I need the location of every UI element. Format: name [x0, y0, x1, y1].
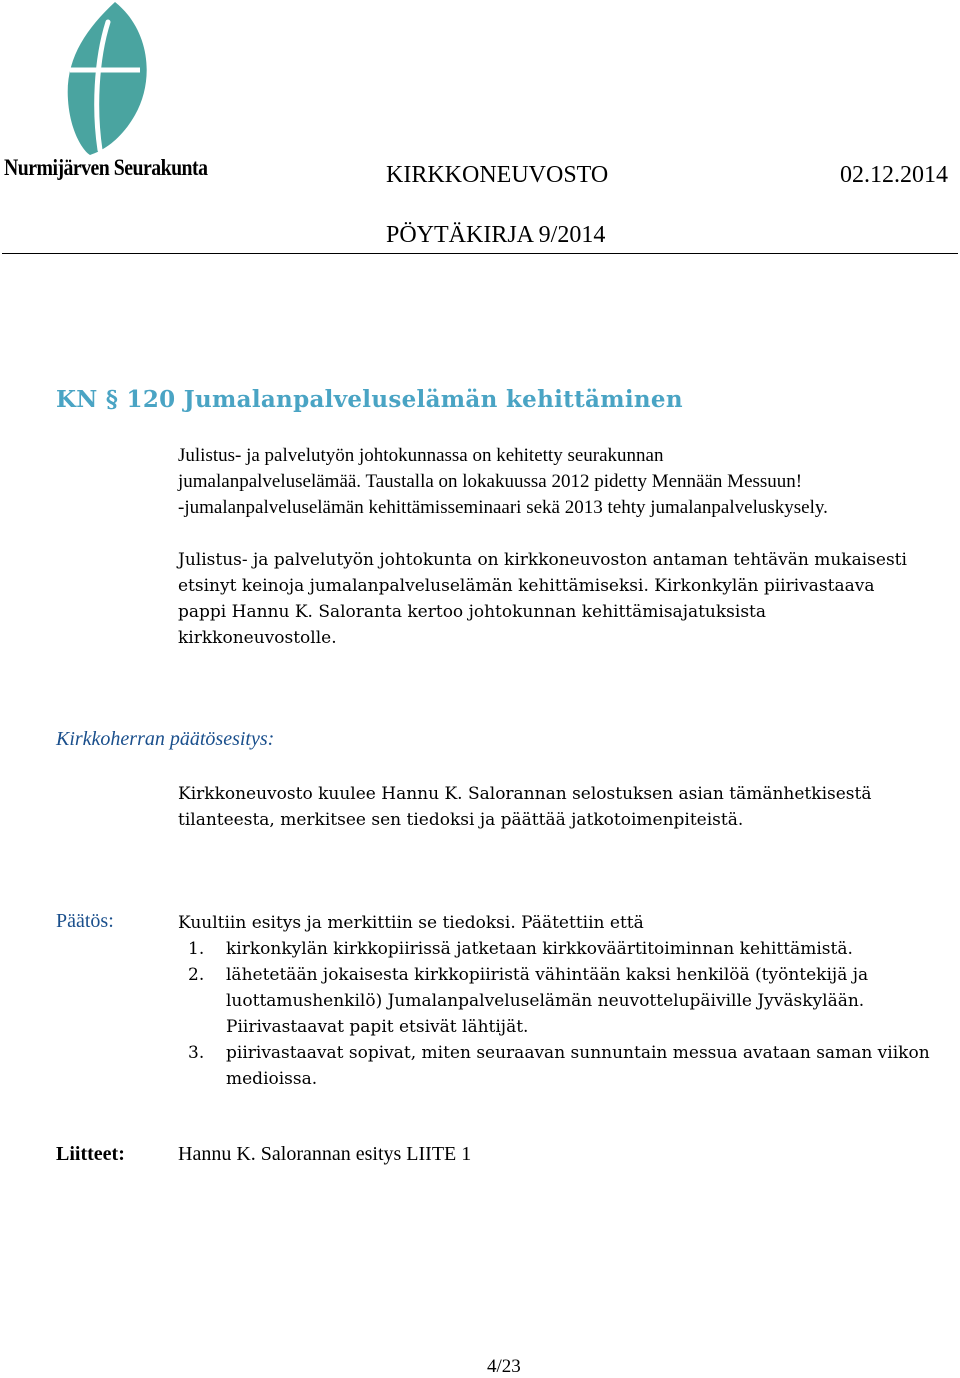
proposal-label: Kirkkoherran päätösesitys:: [56, 728, 275, 750]
intro-line: Julistus- ja palvelutyön johtokunnassa on kehitetty seurakunnan: [178, 445, 664, 466]
paragraph-line: pappi Hannu K. Saloranta kertoo johtokunnan kehittämisajatuksista: [178, 602, 767, 622]
decision-intro: Kuultiin esitys ja merkittiin se tiedoksi. Päätettiin että: [178, 913, 644, 933]
attachments-text: Hannu K. Salorannan esitys LIITE 1: [178, 1143, 472, 1165]
decision-item-line: piirivastaavat sopivat, miten seuraavan sunnuntain messua avataan saman viikon: [226, 1043, 930, 1063]
background-paragraph: [178, 547, 907, 651]
attachments-label: Liitteet:: [56, 1143, 125, 1165]
decision-item-line: Piirivastaavat papit etsivät lähtijät.: [226, 1017, 529, 1037]
page-number: 4/23: [487, 1356, 521, 1377]
minutes-number: PÖYTÄKIRJA 9/2014: [386, 222, 606, 248]
header-divider: [2, 253, 958, 254]
meeting-date: 02.12.2014: [840, 162, 948, 188]
paragraph-line: etsinyt keinoja jumalanpalveluselämän kehittämiseksi. Kirkonkylän piirivastaava: [178, 576, 875, 596]
paragraph-line: Julistus- ja palvelutyön johtokunta on kirkkoneuvoston antaman tehtävän mukaisesti: [178, 550, 907, 570]
leaf-cross-logo: [60, 0, 160, 160]
decision-item-line: lähetetään jokaisesta kirkkopiiristä vähintään kaksi henkilöä (työntekijä ja: [226, 965, 869, 985]
intro-line: -jumalanpalveluselämän kehittämisseminaari sekä 2013 tehty jumalanpalveluskysely.: [178, 497, 828, 518]
decision-item-line: medioissa.: [226, 1069, 318, 1089]
proposal-text: [178, 781, 871, 833]
decision-list: [178, 936, 930, 1092]
section-title: KN § 120 Jumalanpalveluselämän kehittäminen: [56, 386, 683, 413]
proposal-line: tilanteesta, merkitsee sen tiedoksi ja päättää jatkotoimenpiteistä.: [178, 810, 744, 830]
decision-item-number: 3.: [188, 1043, 205, 1063]
decision-item: [178, 936, 930, 962]
decision-item-line: luottamushenkilö) Jumalanpalveluselämän neuvottelupäiville Jyväskylään.: [226, 991, 865, 1011]
paragraph-line: kirkkoneuvostolle.: [178, 628, 337, 648]
decision-item-line: kirkonkylän kirkkopiirissä jatketaan kirkkoväärtitoiminnan kehittämistä.: [226, 939, 853, 959]
decision-item: [178, 1040, 930, 1092]
intro-line: jumalanpalveluselämää. Taustalla on lokakuussa 2012 pidetty Mennään Messuun!: [178, 471, 803, 492]
decision-item-number: 1.: [188, 939, 205, 959]
decision-text: [178, 910, 930, 1092]
organization-name: Nurmijärven Seurakunta: [4, 155, 208, 180]
decision-item-number: 2.: [188, 965, 205, 985]
decision-item: [178, 962, 930, 1040]
proposal-line: Kirkkoneuvosto kuulee Hannu K. Salorannan selostuksen asian tämänhetkisestä: [178, 784, 872, 804]
committee-name: KIRKKONEUVOSTO: [386, 162, 609, 188]
decision-label: Päätös:: [56, 910, 114, 932]
intro-paragraph: [178, 443, 828, 521]
